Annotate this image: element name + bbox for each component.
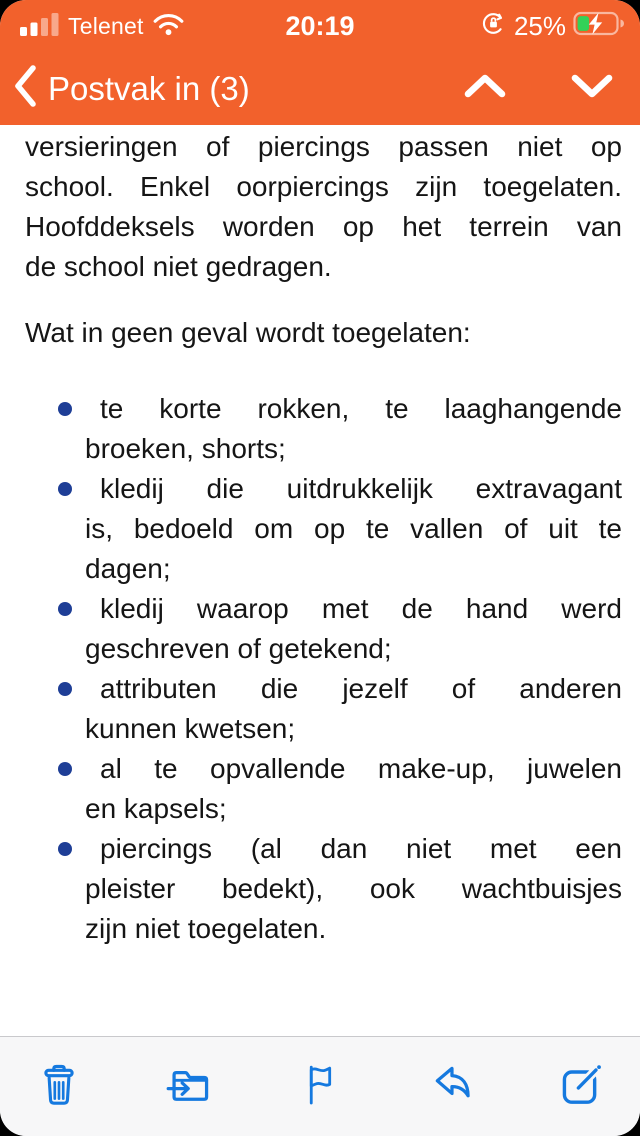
list-item bbox=[25, 469, 622, 589]
text-line: attributen die jezelf of anderen bbox=[100, 673, 622, 704]
text-line: zijn niet toegelaten. bbox=[85, 913, 327, 944]
text-line: versieringen of piercings passen niet op bbox=[25, 131, 622, 162]
mail-nav-bar bbox=[0, 52, 640, 125]
compose-icon bbox=[555, 1059, 607, 1114]
move-to-folder-button[interactable] bbox=[161, 1055, 219, 1119]
next-message-button[interactable] bbox=[570, 72, 614, 105]
text-line: Hoofddeksels worden op het terrein van bbox=[25, 211, 622, 242]
flag-button[interactable] bbox=[291, 1055, 349, 1119]
text-line: kledij waarop met de hand werd bbox=[100, 593, 622, 624]
text-line: school. Enkel oorpiercings zijn toegelaten. bbox=[25, 171, 622, 202]
text-line: kunnen kwetsen; bbox=[85, 713, 296, 744]
back-button-label: Postvak in (3) bbox=[48, 69, 250, 107]
trash-icon bbox=[34, 1059, 84, 1114]
text-line: broeken, shorts; bbox=[85, 433, 286, 464]
text-line: dagen; bbox=[85, 553, 171, 584]
folder-move-icon bbox=[164, 1059, 216, 1114]
chevron-down-icon bbox=[570, 72, 614, 105]
list-item bbox=[25, 749, 622, 829]
text-line: kledij die uitdrukkelijk extravagant bbox=[100, 473, 622, 504]
chevron-left-icon bbox=[12, 64, 38, 113]
orange-header bbox=[0, 0, 640, 125]
previous-message-button[interactable] bbox=[463, 72, 507, 105]
battery-percent-label: 25% bbox=[513, 10, 566, 41]
email-body bbox=[0, 125, 640, 1036]
list-item bbox=[25, 389, 622, 469]
battery-charging-icon bbox=[573, 10, 626, 42]
mail-toolbar bbox=[0, 1036, 640, 1136]
status-bar bbox=[0, 0, 640, 52]
list-item bbox=[25, 589, 622, 669]
text-line: is, bedoeld om op te vallen of uit te bbox=[85, 513, 622, 544]
text-line: de school niet gedragen. bbox=[25, 251, 332, 282]
back-to-inbox-button[interactable] bbox=[12, 52, 250, 125]
carrier-label: Telenet bbox=[68, 12, 144, 39]
orientation-lock-icon bbox=[480, 10, 507, 42]
intro-line: Wat in geen geval wordt toegelaten: bbox=[25, 317, 471, 348]
delete-button[interactable] bbox=[30, 1055, 88, 1119]
text-line: pleister bedekt), ook wachtbuisjes bbox=[85, 873, 622, 904]
clock: 20:19 bbox=[285, 10, 355, 41]
text-line: en kapsels; bbox=[85, 793, 227, 824]
reply-button[interactable] bbox=[422, 1055, 480, 1119]
forbidden-items-list bbox=[25, 389, 622, 949]
flag-icon bbox=[295, 1058, 345, 1115]
text-line: al te opvallende make-up, juwelen bbox=[100, 753, 622, 784]
text-line: piercings (al dan niet met een bbox=[100, 833, 622, 864]
status-bar-right bbox=[480, 0, 626, 52]
text-line: geschreven of getekend; bbox=[85, 633, 392, 664]
chevron-up-icon bbox=[463, 72, 507, 105]
paragraph-dress-code bbox=[25, 127, 622, 287]
text-line: te korte rokken, te laaghangende bbox=[100, 393, 622, 424]
reply-icon bbox=[425, 1059, 477, 1114]
message-navigation bbox=[463, 52, 614, 125]
list-item bbox=[25, 669, 622, 749]
compose-button[interactable] bbox=[552, 1055, 610, 1119]
list-item bbox=[25, 829, 622, 949]
